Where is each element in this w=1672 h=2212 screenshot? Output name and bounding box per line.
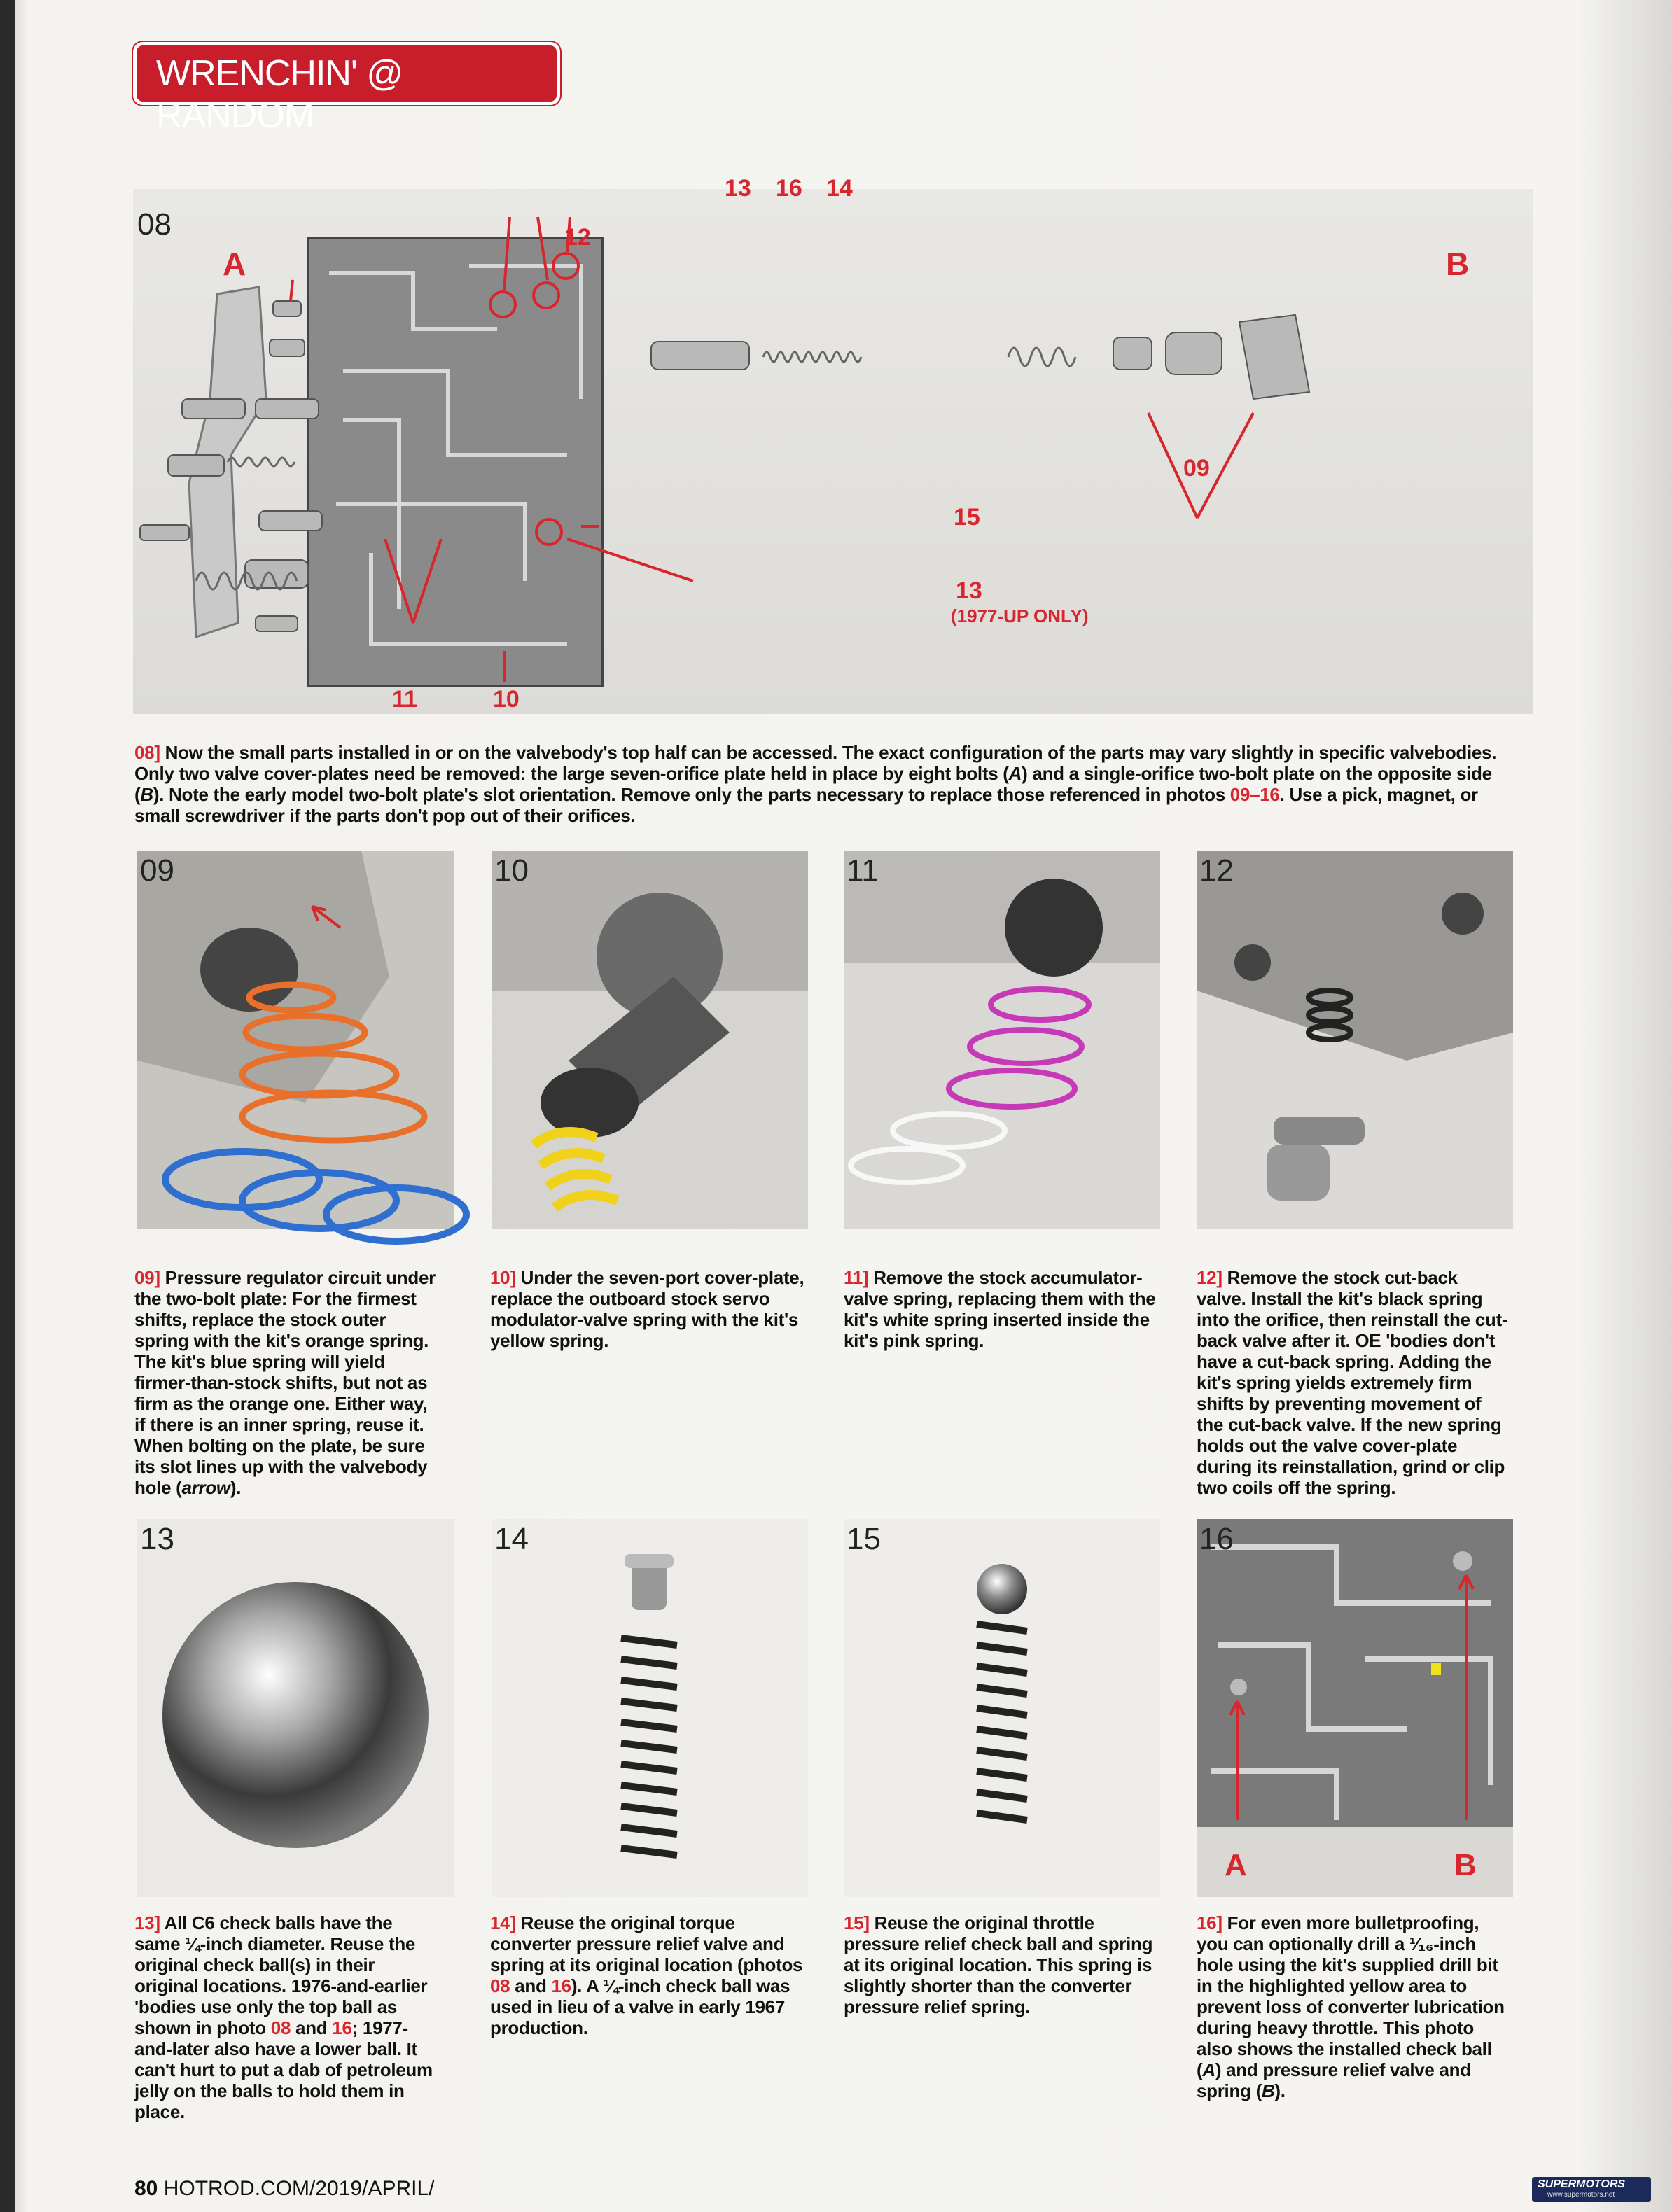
watermark-url: www.supermotors.net bbox=[1547, 2191, 1615, 2199]
caption-16: 16] For even more bulletproofing, you can optionally drill a ¹⁄₁₆-inch hole using the kit's supplied drill bit in the highlighted yellow area to prevent loss of converter lubrication during heavy throttle. This photo also shows the installed check ball (A) and pressure relief valve and spring (B). bbox=[1197, 1912, 1505, 2101]
caption-15-text: Reuse the original throttle pressure relief check ball and spring at its original location. This spring is slightly shorter than the converter pressure relief spring. bbox=[844, 1912, 1153, 2017]
watermark-logo bbox=[1532, 2177, 1651, 2202]
caption-16-ref-a: A bbox=[1202, 2059, 1215, 2080]
photo-12 bbox=[1197, 850, 1513, 1228]
section-title: WRENCHIN' @ RANDOM bbox=[156, 53, 403, 136]
caption-13-number: 13 bbox=[134, 1912, 155, 1933]
callout-b: B bbox=[1446, 246, 1470, 282]
caption-08-text-1: Now the small parts installed in or on the valvebody's top half can be accessed. The exact configuration of the parts may vary slightly in specific valvebodies. Only two valve cover-plates need be removed: the large seven-orifice plate held in place by eight bolts ( bbox=[134, 742, 1497, 784]
check-ball bbox=[137, 1519, 454, 1897]
callout-14: 14 bbox=[826, 175, 853, 202]
accumulator-valve-springs bbox=[844, 850, 1160, 1228]
callout-16: 16 bbox=[776, 175, 802, 202]
caption-13-text-2: and bbox=[291, 2017, 333, 2038]
callout-10: 10 bbox=[493, 686, 520, 713]
caption-13: 13] All C6 check balls have the same ¼-inch diameter. Reuse the original check ball(s) in their original locations. 1976-and-earlier 'bodies use only the top ball as shown in photo 08 and 16; 1977-and-later also have a lower ball. It can't hurt to put a dab of petroleum jelly on the balls to hold them in place. bbox=[134, 1912, 433, 2122]
page-edge bbox=[0, 0, 15, 2212]
caption-08-photo-ref: 09–16 bbox=[1229, 784, 1280, 805]
caption-14-number: 14 bbox=[490, 1912, 510, 1933]
callout-15: 15 bbox=[954, 504, 980, 531]
throttle-relief-ball-spring bbox=[844, 1519, 1160, 1897]
photo-13 bbox=[137, 1519, 454, 1897]
caption-16-text-3: ). bbox=[1274, 2080, 1286, 2101]
photo-09 bbox=[137, 850, 454, 1228]
caption-13-text-3: ; 1977-and-later also have a lower ball. It can't hurt to put a dab of petroleum jelly on the balls to hold them in place. bbox=[134, 2017, 433, 2122]
caption-14-text-1: Reuse the original torque converter pressure relief valve and spring at its original location (photos bbox=[490, 1912, 803, 1975]
caption-14-text-3: ). A ¼-inch check ball was used in lieu of a valve in early 1967 production. bbox=[490, 1975, 790, 2038]
callout-a: A bbox=[223, 246, 246, 282]
watermark-brand: SUPERMOTORS bbox=[1538, 2178, 1626, 2190]
caption-11-text: Remove the stock accumulator-valve spring, replacing them with the kit's white spring inserted inside the kit's pink spring. bbox=[844, 1267, 1156, 1351]
caption-13-text-1: All C6 check balls have the same ¼-inch diameter. Reuse the original check ball(s) in their original locations. 1976-and-earlier 'bodies use only the top ball as shown in photo bbox=[134, 1912, 428, 2038]
servo-modulator-valve bbox=[492, 850, 808, 1228]
callout-09: 09 bbox=[1183, 455, 1210, 482]
caption-16-number: 16 bbox=[1197, 1912, 1217, 1933]
caption-09-number: 09 bbox=[134, 1267, 155, 1288]
page-number: 80 bbox=[134, 2177, 158, 2200]
caption-12-number: 12 bbox=[1197, 1267, 1217, 1288]
photo-16-label-a: A bbox=[1225, 1848, 1247, 1882]
photo-11 bbox=[844, 850, 1160, 1228]
cut-back-valve bbox=[1197, 850, 1513, 1228]
photo-15-number: 15 bbox=[847, 1522, 881, 1556]
page-footer bbox=[134, 2177, 434, 2201]
photo-11-number: 11 bbox=[847, 853, 879, 888]
caption-08-text-3: ). Note the early model two-bolt plate's slot orientation. Remove only the parts necessary to replace those referenced in photos bbox=[153, 784, 1230, 805]
caption-14-text-2: and bbox=[510, 1975, 552, 1996]
callout-11: 11 bbox=[392, 686, 417, 713]
caption-11: 11] Remove the stock accumulator-valve spring, replacing them with the kit's white spring inserted inside the kit's pink spring. bbox=[844, 1267, 1156, 1351]
caption-08: 08] Now the small parts installed in or on the valvebody's top half can be accessed. The exact configuration of the parts may vary slightly in specific valvebodies. Only two valve cover-plates need be removed: the large seven-orifice plate held in place by eight bolts (A) and a single-orifice two-bolt plate on the opposite side (B). Note the early model two-bolt plate's slot orientation. Remove only the parts necessary to replace those referenced in photos 09–16. Use a pick, magnet, or small screwdriver if the parts don't pop out of their orifices. bbox=[134, 742, 1497, 826]
photo-10-number: 10 bbox=[494, 853, 529, 888]
caption-16-ref-b: B bbox=[1261, 2080, 1275, 2101]
caption-12-text: Remove the stock cut-back valve. Install the kit's black spring into the orifice, then reinstall the cut-back valve after it. OE 'bodies don't have a cut-back spring. Adding the kit's spring yields extremely firm shifts by preventing movement of the cut-back valve. If the new spring holds out the valve cover-plate during its reinstallation, grind or clip two coils off the spring. bbox=[1197, 1267, 1508, 1498]
photo-14-number: 14 bbox=[494, 1522, 529, 1556]
caption-15: 15] Reuse the original throttle pressure relief check ball and spring at its original location. This spring is slightly shorter than the converter pressure relief spring. bbox=[844, 1912, 1153, 2017]
caption-11-number: 11 bbox=[844, 1267, 863, 1288]
valvebody-exploded-illustration bbox=[133, 189, 1533, 714]
caption-09-end: ). bbox=[230, 1477, 242, 1498]
caption-14-ref-2: 16 bbox=[551, 1975, 571, 1996]
caption-10: 10] Under the seven-port cover-plate, replace the outboard stock servo modulator-valve spring with the kit's yellow spring. bbox=[490, 1267, 804, 1351]
callout-13-lower: 13 bbox=[956, 578, 982, 604]
caption-10-text: Under the seven-port cover-plate, replace the outboard stock servo modulator-valve spring with the kit's yellow spring. bbox=[490, 1267, 804, 1351]
caption-12: 12] Remove the stock cut-back valve. Install the kit's black spring into the orifice, then reinstall the cut-back valve after it. OE 'bodies don't have a cut-back spring. Adding the kit's spring yields extremely firm shifts by preventing movement of the cut-back valve. If the new spring holds out the valve cover-plate during its reinstallation, grind or clip two coils off the spring. bbox=[1197, 1267, 1508, 1498]
callout-13: 13 bbox=[725, 175, 751, 202]
caption-09-text: Pressure regulator circuit under the two-bolt plate: For the firmest shifts, replace the stock outer spring with the kit's orange spring. The kit's blue spring will yield firmer-than-stock shifts, but not as firm as the orange one. Either way, if there is an inner spring, reuse it. When bolting on the plate, be sure its slot lines up with the valvebody hole ( bbox=[134, 1267, 436, 1498]
callout-13-note: (1977-UP ONLY) bbox=[951, 606, 1089, 626]
caption-09-arrow: arrow bbox=[181, 1477, 230, 1498]
caption-13-ref-2: 16 bbox=[332, 2017, 352, 2038]
section-header bbox=[133, 42, 560, 136]
caption-08-text-4: . Use a pick, magnet, or small screwdriver if the parts don't pop out of their orifices. bbox=[134, 784, 1478, 826]
photo-12-number: 12 bbox=[1199, 853, 1234, 888]
callout-12: 12 bbox=[564, 224, 591, 251]
photo-16-label-b: B bbox=[1454, 1848, 1477, 1882]
caption-13-ref-1: 08 bbox=[270, 2017, 291, 2038]
caption-08-number: 08 bbox=[134, 742, 155, 763]
photo-16-number: 16 bbox=[1199, 1522, 1234, 1556]
photo-08-number: 08 bbox=[137, 207, 172, 241]
caption-15-number: 15 bbox=[844, 1912, 864, 1933]
pressure-regulator-springs bbox=[137, 850, 454, 1228]
photo-15 bbox=[844, 1519, 1160, 1897]
caption-10-number: 10 bbox=[490, 1267, 510, 1288]
photo-16 bbox=[1197, 1519, 1513, 1897]
caption-14-ref-1: 08 bbox=[490, 1975, 510, 1996]
caption-08-text-2: ) and a single-orifice two-bolt plate on the opposite side ( bbox=[134, 763, 1492, 805]
photo-08 bbox=[133, 175, 1533, 714]
caption-16-text-2: ) and pressure relief valve and spring ( bbox=[1197, 2059, 1471, 2101]
photo-09-number: 09 bbox=[140, 853, 174, 888]
photo-13-number: 13 bbox=[140, 1522, 174, 1556]
photo-10 bbox=[492, 850, 808, 1228]
caption-16-text-1: For even more bulletproofing, you can optionally drill a ¹⁄₁₆-inch hole using the kit's supplied drill bit in the highlighted yellow area to prevent loss of converter lubrication during heavy throttle. This photo also shows the installed check ball ( bbox=[1197, 1912, 1505, 2080]
converter-relief-valve-spring bbox=[492, 1519, 808, 1897]
valvebody-closeup bbox=[1197, 1519, 1513, 1897]
caption-08-ref-b: B bbox=[140, 784, 153, 805]
caption-09: 09] Pressure regulator circuit under the two-bolt plate: For the firmest shifts, replace the stock outer spring with the kit's orange spring. The kit's blue spring will yield firmer-than-stock shifts, but not as firm as the orange one. Either way, if there is an inner spring, reuse it. When bolting on the plate, be sure its slot lines up with the valvebody hole (arrow). bbox=[134, 1267, 436, 1498]
photo-14 bbox=[492, 1519, 808, 1897]
footer-site: HOTROD.COM/2019/APRIL/ bbox=[163, 2177, 435, 2200]
caption-14: 14] Reuse the original torque converter pressure relief valve and spring at its original location (photos 08 and 16). A ¼-inch check ball was used in lieu of a valve in early 1967 production. bbox=[490, 1912, 803, 2038]
caption-08-ref-a: A bbox=[1008, 763, 1022, 784]
